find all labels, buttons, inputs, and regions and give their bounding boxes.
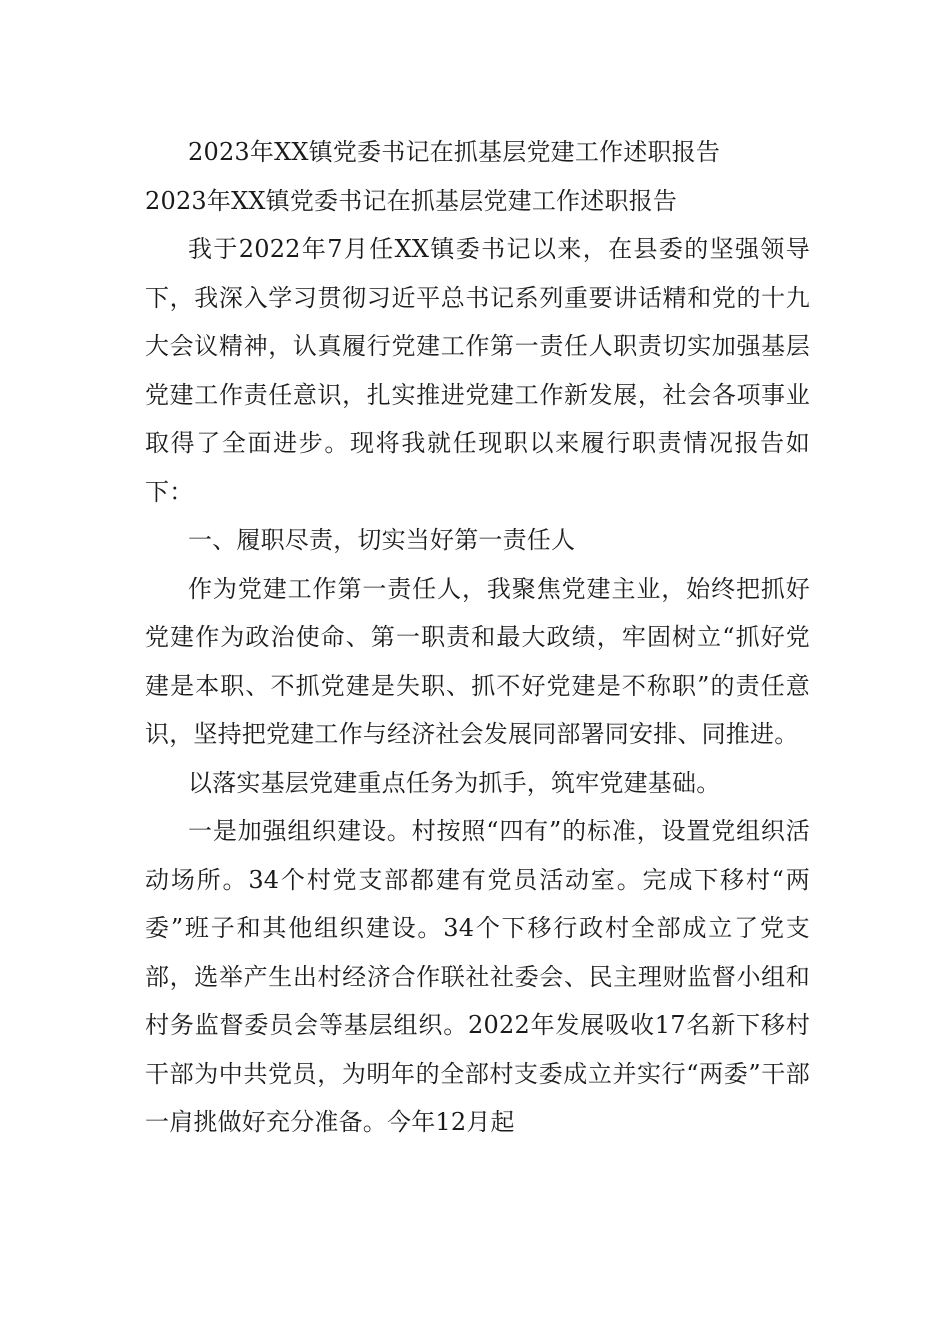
document-title: 2023年XX镇党委书记在抓基层党建工作述职报告 <box>188 138 721 166</box>
document-subtitle: 2023年XX镇党委书记在抓基层党建工作述职报告 <box>145 186 678 215</box>
section-heading-1: 一、履职尽责，切实当好第一责任人 <box>188 526 576 554</box>
paragraph-intro: 我于2022年7月任XX镇委书记以来，在县委的坚强领导下，我深入学习贯彻习近平总书记系列重要讲话精和党的十九大会议精神，认真履行党建工作第一责任人职责切实加强基层党建工作责任意识，扎实推进党建工作新发展，社会各项事业取得了全面进步。现将我就任现职以来履行职责情况报告如下： <box>145 235 810 506</box>
paragraph-organization-building: 一是加强组织建设。村按照“四有”的标准，设置党组织活动场所。34个村党支部都建有党员活动室。完成下移村“两委”班子和其他组织建设。34个下移行政村全部成立了党支部，选举产生出村经济合作联社社委会、民主理财监督小组和村务监督委员会等基层组织。2022年发展吸收17名新下移村干部为中共党员，为明年的全部村支委成立并实行“两委”干部一肩挑做好充分准备。今年12月起 <box>145 817 810 1136</box>
paragraph-key-tasks: 以落实基层党建重点任务为抓手，筑牢党建基础。 <box>188 768 721 797</box>
paragraph-first-responsibility: 作为党建工作第一责任人，我聚焦党建主业，始终把抓好党建作为政治使命、第一职责和最大政绩，牢固树立“抓好党建是本职、不抓党建是失职、抓不好党建是不称职”的责任意识，坚持把党建工作与经济社会发展同部署同安排、同推进。 <box>145 574 810 748</box>
document-body <box>145 128 810 1147</box>
